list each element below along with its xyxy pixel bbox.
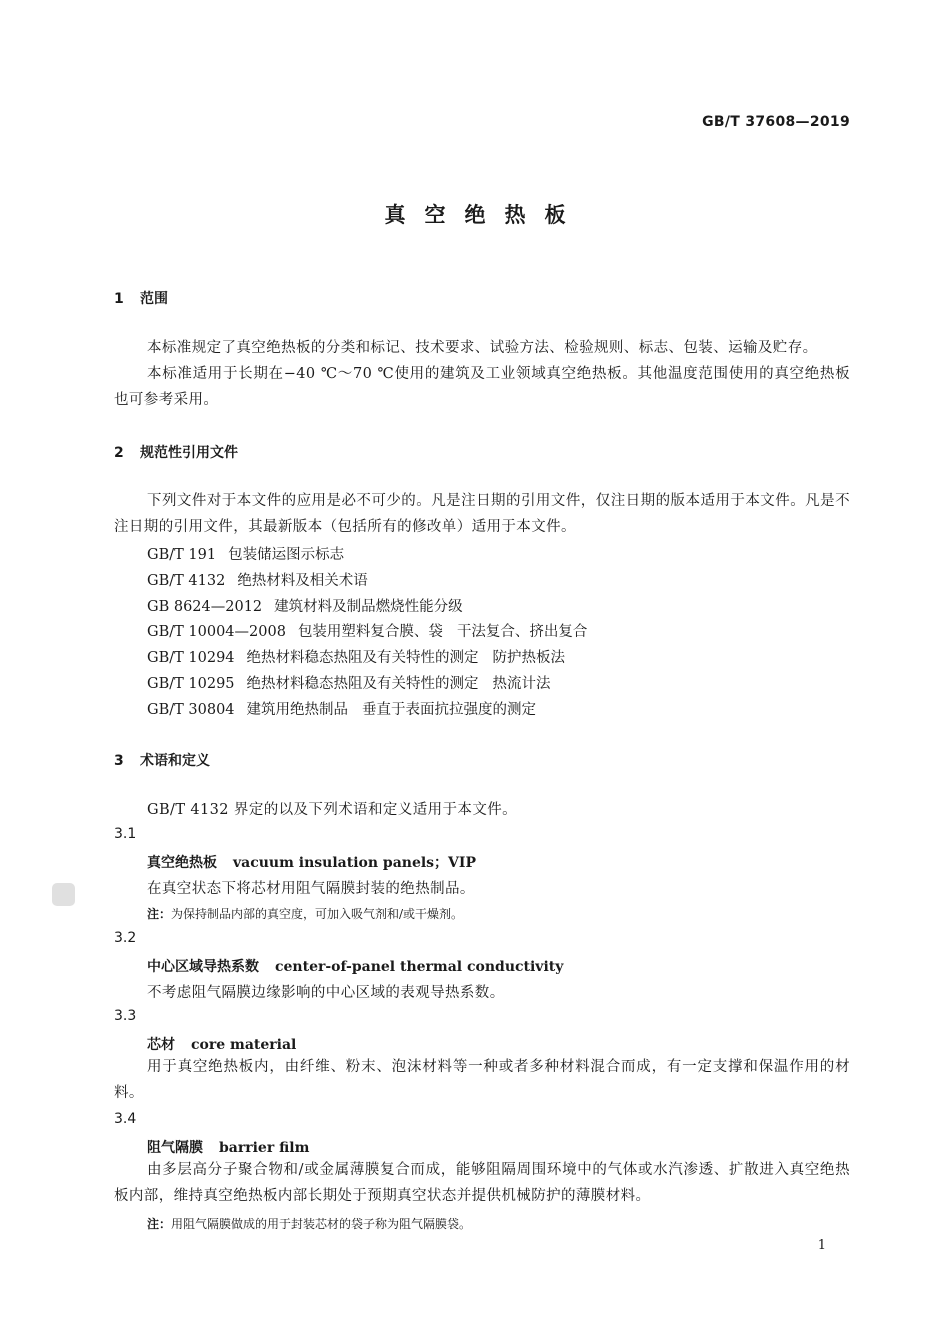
term-heading: [147, 1034, 296, 1054]
reference-code: GB 8624—2012: [147, 599, 263, 615]
reference-subtitle: 防护热板法: [492, 650, 566, 666]
reference-item: [147, 646, 565, 667]
reference-subtitle: 热流计法: [492, 676, 551, 692]
term-heading: [147, 1137, 309, 1157]
term-definition: 由多层高分子聚合物和/或金属薄膜复合而成，能够阻隔周围环境中的气体或水汽渗透、扩散进入真空绝热板内部，维持真空绝热板内部长期处于预期真空状态并提供机械防护的薄膜材料。: [114, 1162, 850, 1204]
reference-title: 建筑材料及制品燃烧性能分级: [274, 599, 463, 615]
reference-code: GB/T 10295: [147, 676, 235, 692]
page-marker: [52, 883, 75, 906]
section-title: 规范性引用文件: [140, 445, 238, 461]
reference-title: 建筑用绝热制品: [246, 702, 349, 718]
section-2-heading: [114, 442, 238, 462]
note-label: 注：: [147, 907, 172, 921]
page-number: 1: [817, 1238, 826, 1253]
reference-title: 绝热材料稳态热阻及有关特性的测定: [246, 676, 479, 692]
term-zh: 真空绝热板: [147, 855, 217, 871]
reference-title: 包装用塑料复合膜、袋: [297, 624, 443, 640]
reference-item: [147, 672, 551, 693]
reference-code: GB/T 30804: [147, 702, 235, 718]
section-title: 术语和定义: [140, 753, 210, 769]
term-note: [147, 1215, 471, 1232]
section-number: 1: [114, 291, 124, 307]
reference-title: 包装储运图示标志: [228, 547, 345, 563]
term-zh: 中心区域导热系数: [147, 959, 259, 975]
term-en: vacuum insulation panels；VIP: [233, 855, 476, 871]
section-2-intro: 下列文件对于本文件的应用是必不可少的。凡是注日期的引用文件，仅注日期的版本适用于本文件。凡是不注日期的引用文件，其最新版本（包括所有的修改单）适用于本文件。: [114, 493, 850, 535]
term-definition: 用于真空绝热板内，由纤维、粉末、泡沫材料等一种或者多种材料混合而成，有一定支撑和保温作用的材料。: [114, 1059, 850, 1101]
document-title: 真空绝热板: [384, 203, 585, 227]
section-3-heading: [114, 750, 210, 770]
clause-number: 3.1: [114, 826, 137, 842]
section-number: 2: [114, 445, 124, 461]
note-label: 注：: [147, 1217, 172, 1231]
reference-title: 绝热材料及相关术语: [237, 573, 368, 589]
reference-code: GB/T 10004—2008: [147, 624, 286, 640]
term-zh: 阻气隔膜: [147, 1140, 203, 1156]
section-1-para-1: 本标准规定了真空绝热板的分类和标记、技术要求、试验方法、检验规则、标志、包装、运输及贮存。: [147, 340, 818, 356]
term-heading: [147, 852, 476, 872]
reference-code: GB/T 4132: [147, 573, 226, 589]
reference-item: [147, 595, 463, 616]
term-note: [147, 905, 463, 922]
term-en: barrier film: [219, 1140, 310, 1156]
reference-item: [147, 620, 587, 641]
reference-item: [147, 569, 368, 590]
term-definition: 不考虑阻气隔膜边缘影响的中心区域的表观导热系数。: [147, 985, 505, 1001]
section-1-para-2: 本标准适用于长期在−40 ℃～70 ℃使用的建筑及工业领域真空绝热板。其他温度范围使用的真空绝热板也可参考采用。: [114, 366, 850, 408]
note-text: 用阻气隔膜做成的用于封装芯材的袋子称为阻气隔膜袋。: [171, 1217, 472, 1231]
reference-title: 绝热材料稳态热阻及有关特性的测定: [246, 650, 479, 666]
clause-number: 3.3: [114, 1008, 137, 1024]
term-en: core material: [191, 1037, 297, 1053]
term-en: center-of-panel thermal conductivity: [275, 959, 564, 975]
term-zh: 芯材: [147, 1037, 175, 1053]
reference-subtitle: 干法复合、挤出复合: [456, 624, 588, 640]
section-1-heading: [114, 288, 168, 308]
reference-subtitle: 垂直于表面抗拉强度的测定: [362, 702, 537, 718]
standard-number: GB/T 37608—2019: [702, 114, 850, 130]
clause-number: 3.4: [114, 1111, 137, 1127]
section-number: 3: [114, 753, 124, 769]
reference-item: [147, 698, 536, 719]
term-definition: 在真空状态下将芯材用阻气隔膜封装的绝热制品。: [147, 881, 475, 897]
clause-number: 3.2: [114, 930, 137, 946]
reference-code: GB/T 10294: [147, 650, 235, 666]
section-3-intro: GB/T 4132 界定的以及下列术语和定义适用于本文件。: [147, 802, 518, 818]
section-title: 范围: [140, 291, 168, 307]
note-text: 为保持制品内部的真空度，可加入吸气剂和/或干燥剂。: [171, 907, 464, 921]
term-heading: [147, 956, 563, 976]
reference-item: [147, 543, 344, 564]
reference-code: GB/T 191: [147, 547, 217, 563]
